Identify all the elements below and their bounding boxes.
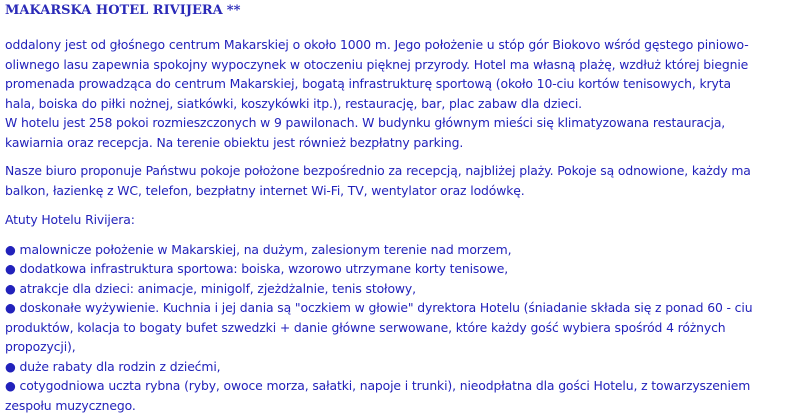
list-item: ● doskonałe wyżywienie. Kuchnia i jej dania są "oczkiem w głowie" dyrektora Hotelu (śniadanie składa się z ponad 60 - ciu: [5, 300, 753, 315]
intro-line: promenada prowadząca do centrum Makarskiej, bogatą infrastrukturę sportową (około 10-ciu kortów tenisowych, kryta: [5, 76, 731, 91]
hotel-description: [5, 0, 805, 415]
list-item: ● duże rabaty dla rodzin z dziećmi,: [5, 358, 221, 374]
list-item-continuation: propozycji),: [5, 339, 76, 354]
page-title: [5, 2, 805, 19]
list-item: ● cotygodniowa uczta rybna (ryby, owoce morza, sałatki, napoje i trunki), nieodpłatna dla gości Hotelu, z towarzyszeniem: [5, 378, 751, 393]
hotel-name: MAKARSKA HOTEL RIVIJERA: [5, 3, 223, 18]
intro-line: oddalony jest od głośnego centrum Makarskiej o około 1000 m. Jego położenie u stóp gór Biokovo wśród gęstego piniowo-: [5, 37, 749, 52]
list-item: ● atrakcje dla dzieci: animacje, minigolf, zjeżdżalnie, tenis stołowy,: [5, 280, 416, 296]
offer-paragraph: [5, 161, 805, 200]
advantages-list: [5, 240, 805, 416]
intro-line: oliwnego lasu zapewnia spokojny wypoczynek w otoczeniu pięknej przyrody. Hotel ma własną plażę, wzdłuż której biegnie: [5, 56, 749, 72]
list-item-continuation: produktów, kolacja to bogaty bufet szwedzki + danie główne serwowane, które każdy gość wybiera spośród 4 różnych: [5, 319, 726, 335]
intro-paragraph: [5, 35, 805, 152]
hotel-stars: **: [226, 3, 241, 18]
intro-line: W hotelu jest 258 pokoi rozmieszczonych w 9 pawilonach. W budynku głównym mieści się klimatyzowana restauracja,: [5, 115, 726, 130]
offer-line: balkon, łazienkę z WC, telefon, bezpłatny internet Wi-Fi, TV, wentylator oraz lodówkę.: [5, 182, 525, 198]
list-item: ● dodatkowa infrastruktura sportowa: boiska, wzorowo utrzymane korty tenisowe,: [5, 261, 509, 276]
advantages-heading-block: [5, 210, 805, 230]
advantages-heading: Atuty Hotelu Rivijera:: [5, 212, 135, 227]
list-item-continuation: zespołu muzycznego.: [5, 397, 136, 413]
offer-line: Nasze biuro proponuje Państwu pokoje położone bezpośrednio za recepcją, najbliżej plaży. Pokoje są odnowione, każdy ma: [5, 163, 751, 178]
list-item: ● malownicze położenie w Makarskiej, na dużym, zalesionym terenie nad morzem,: [5, 241, 512, 257]
intro-line: hala, boiska do piłki nożnej, siatkówki, koszykówki itp.), restaurację, bar, plac zabaw dla dzieci.: [5, 95, 582, 111]
intro-line: kawiarnia oraz recepcja. Na terenie obiektu jest również bezpłatny parking.: [5, 134, 464, 150]
